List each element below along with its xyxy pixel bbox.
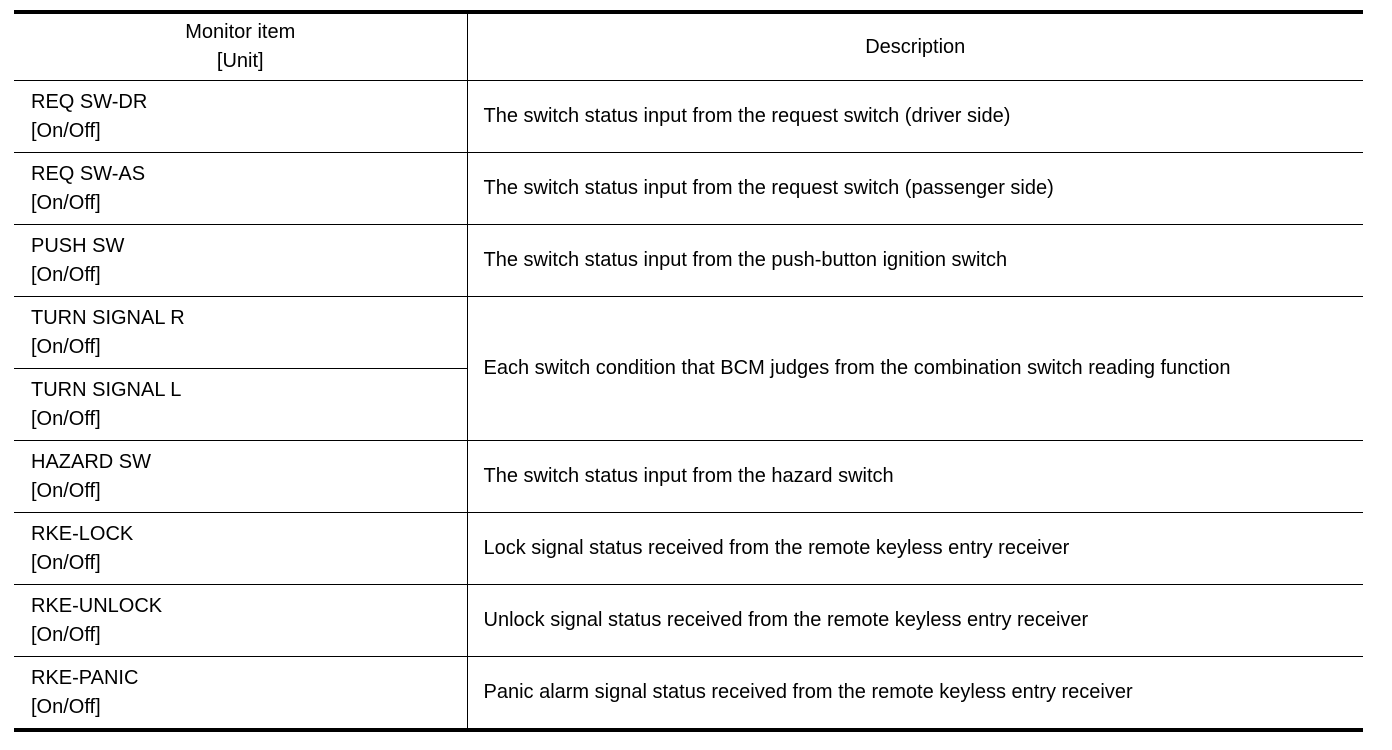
monitor-item-table-container: [14, 10, 1363, 732]
table-row: [14, 657, 1363, 731]
description-cell: The switch status input from the push-button ignition switch: [467, 225, 1363, 297]
description-cell: The switch status input from the hazard switch: [467, 441, 1363, 513]
header-description-label: Description: [865, 35, 966, 58]
monitor-item-table: [14, 10, 1363, 732]
monitor-item-name: TURN SIGNAL L: [31, 378, 182, 401]
monitor-item-unit: [On/Off]: [31, 119, 101, 142]
description-cell: Lock signal status received from the remote keyless entry receiver: [467, 513, 1363, 585]
monitor-item-name: RKE-UNLOCK: [31, 594, 163, 617]
monitor-item-name: REQ SW-DR: [31, 90, 148, 113]
table-header: [14, 12, 1363, 81]
table-body: [14, 81, 1363, 731]
header-description: [467, 12, 1363, 81]
table-row: [14, 441, 1363, 513]
table-row: [14, 81, 1363, 153]
table-row: [14, 153, 1363, 225]
monitor-item-unit: [On/Off]: [31, 335, 101, 358]
monitor-item-cell: [14, 657, 467, 731]
monitor-item-unit: [On/Off]: [31, 551, 101, 574]
monitor-item-cell: [14, 297, 467, 369]
monitor-item-cell: [14, 441, 467, 513]
description-cell-merged: Each switch condition that BCM judges from the combination switch reading function: [467, 297, 1363, 441]
monitor-item-unit: [On/Off]: [31, 191, 101, 214]
monitor-item-cell: [14, 153, 467, 225]
description-cell: The switch status input from the request switch (passenger side): [467, 153, 1363, 225]
monitor-item-name: RKE-PANIC: [31, 666, 139, 689]
monitor-item-unit: [On/Off]: [31, 263, 101, 286]
monitor-item-cell: [14, 225, 467, 297]
monitor-item-name: RKE-LOCK: [31, 522, 134, 545]
table-row: [14, 513, 1363, 585]
table-row: [14, 225, 1363, 297]
monitor-item-unit: [On/Off]: [31, 407, 101, 430]
header-row: [14, 12, 1363, 81]
monitor-item-name: PUSH SW: [31, 234, 125, 257]
monitor-item-cell: [14, 81, 467, 153]
header-unit-label: [Unit]: [216, 50, 264, 72]
monitor-item-cell: [14, 513, 467, 585]
description-cell: The switch status input from the request switch (driver side): [467, 81, 1363, 153]
monitor-item-unit: [On/Off]: [31, 479, 101, 502]
table-row: [14, 297, 1363, 369]
description-cell: Unlock signal status received from the remote keyless entry receiver: [467, 585, 1363, 657]
table-row: [14, 585, 1363, 657]
description-cell: Panic alarm signal status received from the remote keyless entry receiver: [467, 657, 1363, 731]
header-monitor-item: [14, 12, 467, 81]
monitor-item-unit: [On/Off]: [31, 623, 101, 646]
header-monitor-item-label: Monitor item: [185, 21, 296, 43]
monitor-item-name: HAZARD SW: [31, 450, 151, 473]
monitor-item-cell: [14, 585, 467, 657]
monitor-item-cell: [14, 369, 467, 441]
monitor-item-unit: [On/Off]: [31, 695, 101, 718]
monitor-item-name: REQ SW-AS: [31, 162, 146, 185]
monitor-item-name: TURN SIGNAL R: [31, 306, 185, 329]
